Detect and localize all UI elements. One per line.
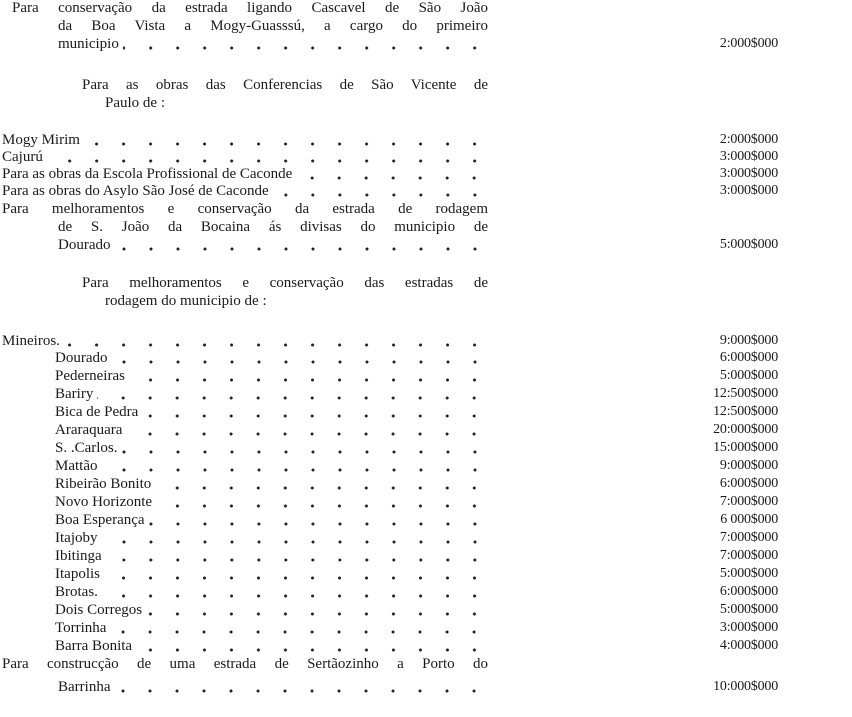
amount-value: 3:000$000	[719, 149, 778, 164]
amount-value: 5:000$000	[719, 237, 778, 252]
line-text: Itajoby	[55, 530, 98, 546]
budget-line	[58, 17, 488, 35]
budget-line	[55, 439, 488, 457]
budget-line	[58, 236, 488, 254]
dot-leader	[123, 35, 488, 53]
amount-value: 7:000$000	[719, 530, 778, 545]
dot-leader	[129, 367, 488, 385]
amount-value: 5:000$000	[719, 368, 778, 383]
budget-line	[55, 367, 488, 385]
dot-leader	[110, 619, 488, 637]
section-heading-line	[105, 94, 165, 112]
dot-leader	[156, 493, 488, 511]
line-text: Mogy Mirim	[2, 132, 80, 148]
dot-leader	[146, 601, 488, 619]
amount-value: 7:000$000	[719, 494, 778, 509]
budget-line	[2, 200, 488, 218]
amount-value: 12:500$000	[713, 386, 778, 401]
budget-line	[55, 601, 488, 619]
amount-value: 6:000$000	[719, 476, 778, 491]
amount-value: 6:000$000	[719, 350, 778, 365]
line-text: Itapolis	[55, 566, 100, 582]
amount-value: 3:000$000	[719, 166, 778, 181]
budget-line	[2, 131, 488, 149]
amount-value: 6:000$000	[719, 584, 778, 599]
dot-leader	[64, 332, 488, 350]
line-text: Para melhoramentos e conservação da estrada de rodagem	[2, 201, 488, 217]
dot-leader	[122, 439, 488, 457]
amount-value: 15:000$000	[713, 440, 778, 455]
amount-value: 7:000$000	[719, 548, 778, 563]
dot-leader	[126, 421, 488, 439]
budget-line	[2, 182, 488, 200]
line-text: Torrinha	[55, 620, 107, 636]
line-text: Boa Esperança	[55, 512, 145, 528]
budget-line	[55, 637, 488, 655]
dot-leader	[106, 547, 488, 565]
budget-line	[55, 511, 488, 529]
budget-line	[55, 529, 488, 547]
line-text: Para as obras do Asylo São José de Caconde	[2, 183, 269, 199]
budget-line	[55, 475, 488, 493]
line-text: Para construcção de uma estrada de Sertãozinho a Porto do	[2, 656, 488, 672]
dot-leader	[155, 475, 488, 493]
dot-leader	[114, 678, 488, 696]
budget-line	[2, 655, 488, 673]
line-text: de S. João da Bocaina ás divisas do municipio de	[58, 219, 488, 235]
budget-line	[58, 678, 488, 696]
line-text: Brotas.	[55, 584, 98, 600]
budget-line	[55, 349, 488, 367]
line-text: Pederneiras	[55, 368, 125, 384]
dot-leader	[97, 385, 488, 403]
budget-line	[55, 421, 488, 439]
amount-value: 3:000$000	[719, 183, 778, 198]
dot-leader	[47, 148, 488, 166]
line-text: rodagem do municipio de :	[105, 293, 267, 309]
line-text: Ibitinga	[55, 548, 102, 564]
dot-leader	[102, 583, 488, 601]
budget-line	[55, 565, 488, 583]
budget-line	[55, 403, 488, 421]
budget-line	[12, 0, 488, 17]
section-heading-line	[82, 76, 488, 94]
budget-line	[2, 332, 488, 350]
amount-value: 5:000$000	[719, 602, 778, 617]
budget-line	[55, 583, 488, 601]
dot-leader	[296, 165, 488, 183]
budget-line	[55, 547, 488, 565]
dot-leader	[115, 236, 489, 254]
budget-line	[55, 385, 488, 403]
amount-value: 9:000$000	[719, 333, 778, 348]
line-text: Mineiros.	[2, 333, 60, 349]
line-text: Para melhoramentos e conservação das estradas de	[82, 275, 488, 291]
amount-value: 10:000$000	[713, 679, 778, 694]
dot-leader	[142, 403, 488, 421]
section-heading-line	[105, 292, 267, 310]
amount-value: 2:000$000	[719, 132, 778, 147]
amount-value: 6 000$000	[720, 512, 778, 527]
line-text: da Boa Vista a Mogy-Guasssú, a cargo do primeiro	[58, 18, 488, 34]
line-text: municipio	[58, 36, 119, 52]
amount-value: 9:000$000	[719, 458, 778, 473]
line-text: Para as obras da Escola Profissional de Caconde	[2, 166, 293, 182]
dot-leader	[104, 565, 488, 583]
amount-value: 2:000$000	[719, 36, 778, 51]
dot-leader	[273, 182, 488, 200]
dot-leader	[84, 131, 488, 149]
line-text: S. .Carlos.	[55, 440, 118, 456]
line-text: Barrinha	[58, 679, 111, 695]
budget-line	[2, 165, 488, 183]
line-text: Novo Horizonte	[55, 494, 153, 510]
budget-line	[55, 457, 488, 475]
line-text: Bariry	[55, 386, 94, 402]
line-text: Paulo de :	[105, 95, 165, 111]
amount-value: 20:000$000	[713, 422, 778, 437]
line-text: Araraquara	[55, 422, 123, 438]
dot-leader	[136, 637, 488, 655]
line-text: Ribeirão Bonito	[55, 476, 152, 492]
amount-value: 3:000$000	[719, 620, 778, 635]
amount-value: 4:000$000	[719, 638, 778, 653]
amount-value: 5:000$000	[719, 566, 778, 581]
dot-leader	[102, 457, 489, 475]
line-text: Barra Bonita	[55, 638, 133, 654]
line-text: Para conservação da estrada ligando Cascavel de São João	[12, 0, 488, 16]
section-heading-line	[82, 274, 488, 292]
line-text: Para as obras das Conferencias de São Vicente de	[82, 77, 488, 93]
budget-line	[55, 493, 488, 511]
amount-value: 12:500$000	[713, 404, 778, 419]
dot-leader	[149, 511, 488, 529]
budget-line	[58, 35, 488, 53]
line-text: Mattão	[55, 458, 98, 474]
line-text: Cajurú	[2, 149, 43, 165]
budget-line	[2, 148, 488, 166]
dot-leader	[102, 529, 489, 547]
line-text: Dourado	[58, 237, 111, 253]
line-text: Dois Corregos	[55, 602, 143, 618]
dot-leader	[112, 349, 489, 367]
budget-line	[58, 218, 488, 236]
budget-line	[55, 619, 488, 637]
line-text: Dourado	[55, 350, 108, 366]
line-text: Bica de Pedra	[55, 404, 139, 420]
